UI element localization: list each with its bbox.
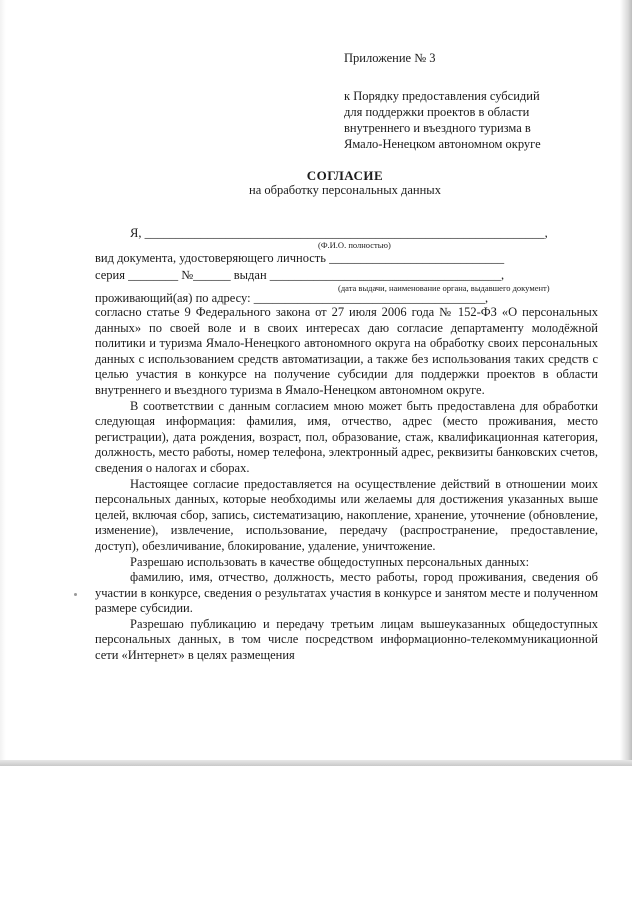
paragraph-public-list: фамилию, имя, отчество, должность, место работы, город проживания, сведения об участии в конкурсе, сведения о результатах участия в конкурсе и занятом месте и полученном размере субсидии. (95, 570, 598, 616)
consent-body (95, 305, 598, 664)
document-subtitle: на обработку персональных данных (249, 183, 441, 197)
appendix-line: для поддержки проектов в области (344, 105, 530, 119)
scan-speck (74, 593, 77, 596)
appendix-title: Приложение № 3 (344, 51, 436, 65)
appendix-line: к Порядку предоставления субсидий (344, 89, 540, 103)
paragraph-information: В соответствии с данным согласием мною может быть предоставлена для обработки следующая информация: фамилия, имя, отчество, адрес (место проживания, место регистрации), дата рождения, возраст, пол, образование, стаж, квалификационная категория, должность, место работы, номер телефона, электронный адрес, реквизиты банковских счетов, сведения о налогах и сборах. (95, 398, 598, 475)
form-line-document: вид документа, удостоверяющего личность ____________________________ (95, 251, 505, 265)
paragraph-publication: Разрешаю публикацию и передачу третьим лицам вышеуказанных общедоступных персональных данных, в том числе посредством информационно-телекоммуникационной сети «Интернет» в целях размещения (95, 616, 598, 663)
scan-bottom-edge (0, 760, 632, 766)
appendix-block (344, 50, 541, 152)
form-line-name: Я, ________________________________________________________________, (130, 226, 548, 240)
form-line-address: проживающий(ая) по адресу: _____________________________________, (95, 291, 489, 305)
form-caption-issued: (дата выдачи, наименование органа, выдавшего документ) (338, 283, 550, 293)
appendix-line: Ямало-Ненецком автономном округе (344, 137, 541, 151)
form-line-series: серия ________ №______ выдан _____________________________________, (95, 268, 505, 282)
paragraph-public-data: Разрешаю использовать в качестве общедоступных персональных данных: (130, 554, 530, 569)
paragraph-law: согласно статье 9 Федерального закона от 27 июля 2006 года № 152-ФЗ «О персональных данных» по своей воле и в своих интересах даю согласие департаменту молодёжной политики и туризма Ямало-Ненецкого автономного округа на обработку своих персональных данных с использованием средств автоматизации, а также без использования таких средств с целью участия в конкурсе на получение субсидии для поддержки проектов в области внутреннего и въездного туризма в Ямало-Ненецком автономном округе. (95, 305, 598, 397)
paragraph-actions: Настоящее согласие предоставляется на осуществление действий в отношении моих персональных данных, которые необходимы или желаемы для достижения указанных выше целей, включая сбор, запись, систематизацию, накопление, хранение, уточнение (обновление, изменение), извлечение, использование, передачу (распространение, предоставление, доступ), обезличивание, блокирование, удаление, уничтожение. (95, 476, 598, 553)
form-caption-name: (Ф.И.О. полностью) (318, 240, 391, 250)
appendix-line: внутреннего и въездного туризма в (344, 121, 531, 135)
document-title: СОГЛАСИЕ (306, 168, 384, 183)
